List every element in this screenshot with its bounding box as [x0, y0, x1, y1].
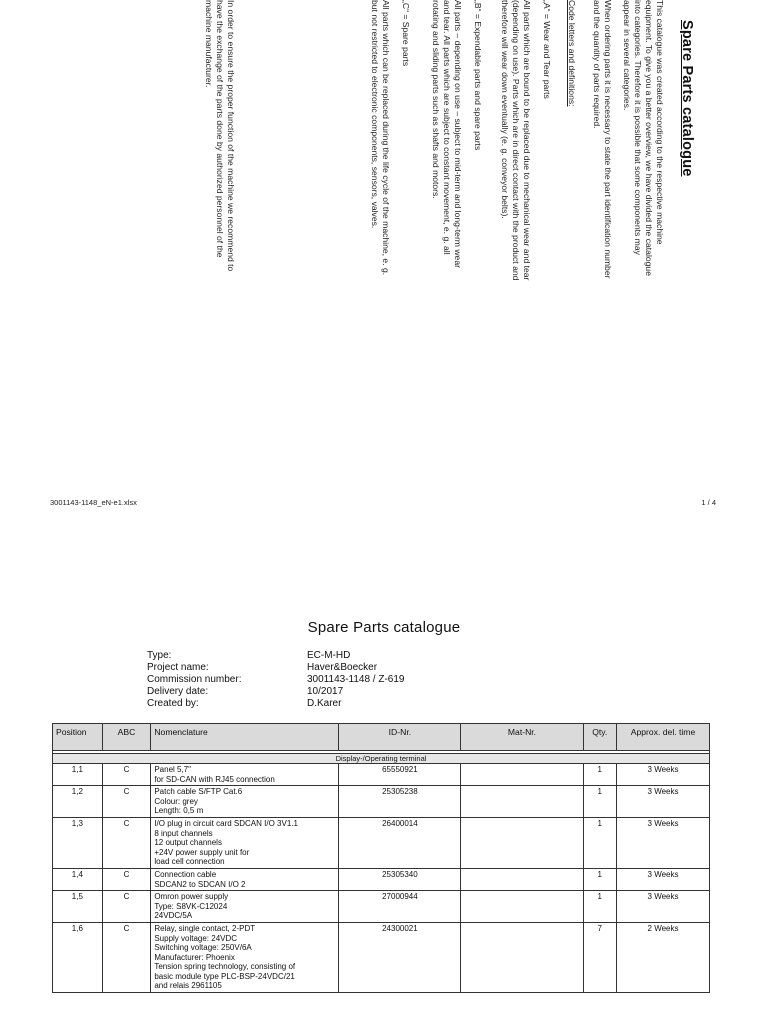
info-label: Commission number:: [147, 674, 242, 685]
info-value: EC-M-HD: [307, 650, 351, 661]
info-label: Created by:: [147, 698, 199, 709]
table-header-row: [53, 724, 710, 751]
cell-del-time: 3 Weeks: [617, 868, 710, 890]
cell-del-time: 3 Weeks: [617, 764, 710, 786]
code-a-label: „A“ = Wear and Tear parts: [542, 0, 552, 99]
cell-qty: 1: [583, 868, 616, 890]
cell-qty: 1: [583, 786, 616, 818]
closing-paragraph: In order to ensure the proper function of the machine we recommend to have the exchange of the parts done by authorized personnel of the machine manufacturer.: [204, 0, 236, 272]
cell-position: 1,6: [53, 922, 103, 992]
col-qty: Qty.: [583, 724, 616, 751]
page2-title: Spare Parts catalogue: [307, 619, 461, 636]
footer-page-number: 1 / 4: [701, 498, 716, 507]
cell-position: 1,4: [53, 868, 103, 890]
info-row: [147, 686, 404, 698]
col-nomenclature: Nomenclature: [151, 724, 339, 751]
cell-mat-nr: [461, 868, 583, 890]
cell-mat-nr: [461, 786, 583, 818]
info-value: 3001143-1148 / Z-619: [307, 674, 405, 685]
cell-mat-nr: [461, 922, 583, 992]
cell-id-nr: 26400014: [339, 817, 461, 868]
section-row: [53, 754, 710, 764]
cell-abc: C: [102, 891, 151, 923]
cell-position: 1,1: [53, 764, 103, 786]
cell-del-time: 3 Weeks: [617, 786, 710, 818]
info-value: 10/2017: [307, 686, 344, 697]
info-value: Haver&Boecker: [307, 662, 378, 673]
info-label: Delivery date:: [147, 686, 209, 697]
cell-nomenclature: Patch cable S/FTP Cat.6 Colour: grey Length: 0,5 m: [151, 786, 339, 818]
code-c-text: All parts which can be replaced during the life cycle of the machine, e. g. but not restricted to electronic components, sensors, valves.: [370, 0, 391, 276]
table-row: [53, 891, 710, 923]
cell-abc: C: [102, 764, 151, 786]
cell-position: 1,5: [53, 891, 103, 923]
code-b-text: All parts – depending on use – subject to mid-term and long-term wear and tear. All parts which are subject to constant movement, e. g. all rotating and sliding parts such as shafts and motors.: [431, 0, 463, 268]
intro-paragraph: This catalogue was created according to the respective machine equipment. To give you a better overview, we have divided the catalogue into categories. Therefore it is possible that some components may appear in several categories.: [622, 0, 665, 276]
cell-position: 1,3: [53, 817, 103, 868]
code-b-label: „B“ = Expendable parts and spare parts: [473, 0, 483, 151]
cell-nomenclature: Connection cable SDCAN2 to SDCAN I/O 2: [151, 868, 339, 890]
cell-qty: 1: [583, 817, 616, 868]
cell-abc: C: [102, 817, 151, 868]
cell-mat-nr: [461, 764, 583, 786]
col-id-nr: ID-Nr.: [339, 724, 461, 751]
info-label: Project name:: [147, 662, 209, 673]
info-label: Type:: [147, 650, 172, 661]
cell-del-time: 2 Weeks: [617, 922, 710, 992]
cell-id-nr: 25305238: [339, 786, 461, 818]
table-row: [53, 764, 710, 786]
table-row: [53, 868, 710, 890]
cell-nomenclature: Panel 5,7" for SD-CAN with RJ45 connection: [151, 764, 339, 786]
cell-mat-nr: [461, 891, 583, 923]
cell-position: 1,2: [53, 786, 103, 818]
cell-qty: 1: [583, 764, 616, 786]
cell-abc: C: [102, 868, 151, 890]
col-position: Position: [53, 724, 103, 751]
col-del-time: Approx. del. time: [617, 724, 710, 751]
info-row: [147, 662, 404, 674]
page1-title: Spare Parts catalogue: [679, 20, 695, 177]
col-mat-nr: Mat-Nr.: [461, 724, 583, 751]
code-a-text: All parts which are bound to be replaced due to mechanical wear and tear (depending on use). Parts which are in direct contact with the product and therefore will wear down eventually (e. g. conveyor belts).: [500, 0, 532, 281]
cell-nomenclature: Omron power supply Type: S8VK-C12024 24VDC/5A: [151, 891, 339, 923]
code-c-label: „C“ = Spare parts: [401, 0, 411, 67]
cell-abc: C: [102, 786, 151, 818]
cell-id-nr: 27000944: [339, 891, 461, 923]
cell-del-time: 3 Weeks: [617, 891, 710, 923]
cell-nomenclature: Relay, single contact, 2-PDT Supply voltage: 24VDC Switching voltage: 250V/6A Manufacturer: Phoenix Tension spring technology, consisting of basic module type PLC-BSP-24VDC/21 and relais 2961105: [151, 922, 339, 992]
info-row: [147, 698, 404, 710]
table-row: [53, 817, 710, 868]
cell-mat-nr: [461, 817, 583, 868]
cell-abc: C: [102, 922, 151, 992]
table-row: [53, 786, 710, 818]
rotated-text-block: [95, 0, 695, 400]
project-info: [147, 650, 404, 710]
cell-id-nr: 65550921: [339, 764, 461, 786]
info-row: [147, 674, 404, 686]
cell-qty: 7: [583, 922, 616, 992]
cell-id-nr: 25305340: [339, 868, 461, 890]
cell-id-nr: 24300021: [339, 922, 461, 992]
section-title: Display-/Operating terminal: [53, 754, 710, 764]
cell-nomenclature: I/O plug in circuit card SDCAN I/O 3V1.1 8 input channels 12 output channels +24V power supply unit for load cell connection: [151, 817, 339, 868]
spare-parts-table: [52, 723, 710, 993]
cell-del-time: 3 Weeks: [617, 817, 710, 868]
table-row: [53, 922, 710, 992]
col-abc: ABC: [102, 724, 151, 751]
ordering-paragraph: When ordering parts it is necessary to state the part identification number and the quantity of parts required.: [592, 0, 613, 279]
code-heading: Code letters and definitions:: [567, 0, 577, 107]
cell-qty: 1: [583, 891, 616, 923]
info-row: [147, 650, 404, 662]
info-value: D.Karer: [307, 698, 342, 709]
footer-filename: 3001143-1148_eN-e1.xlsx: [50, 498, 137, 507]
